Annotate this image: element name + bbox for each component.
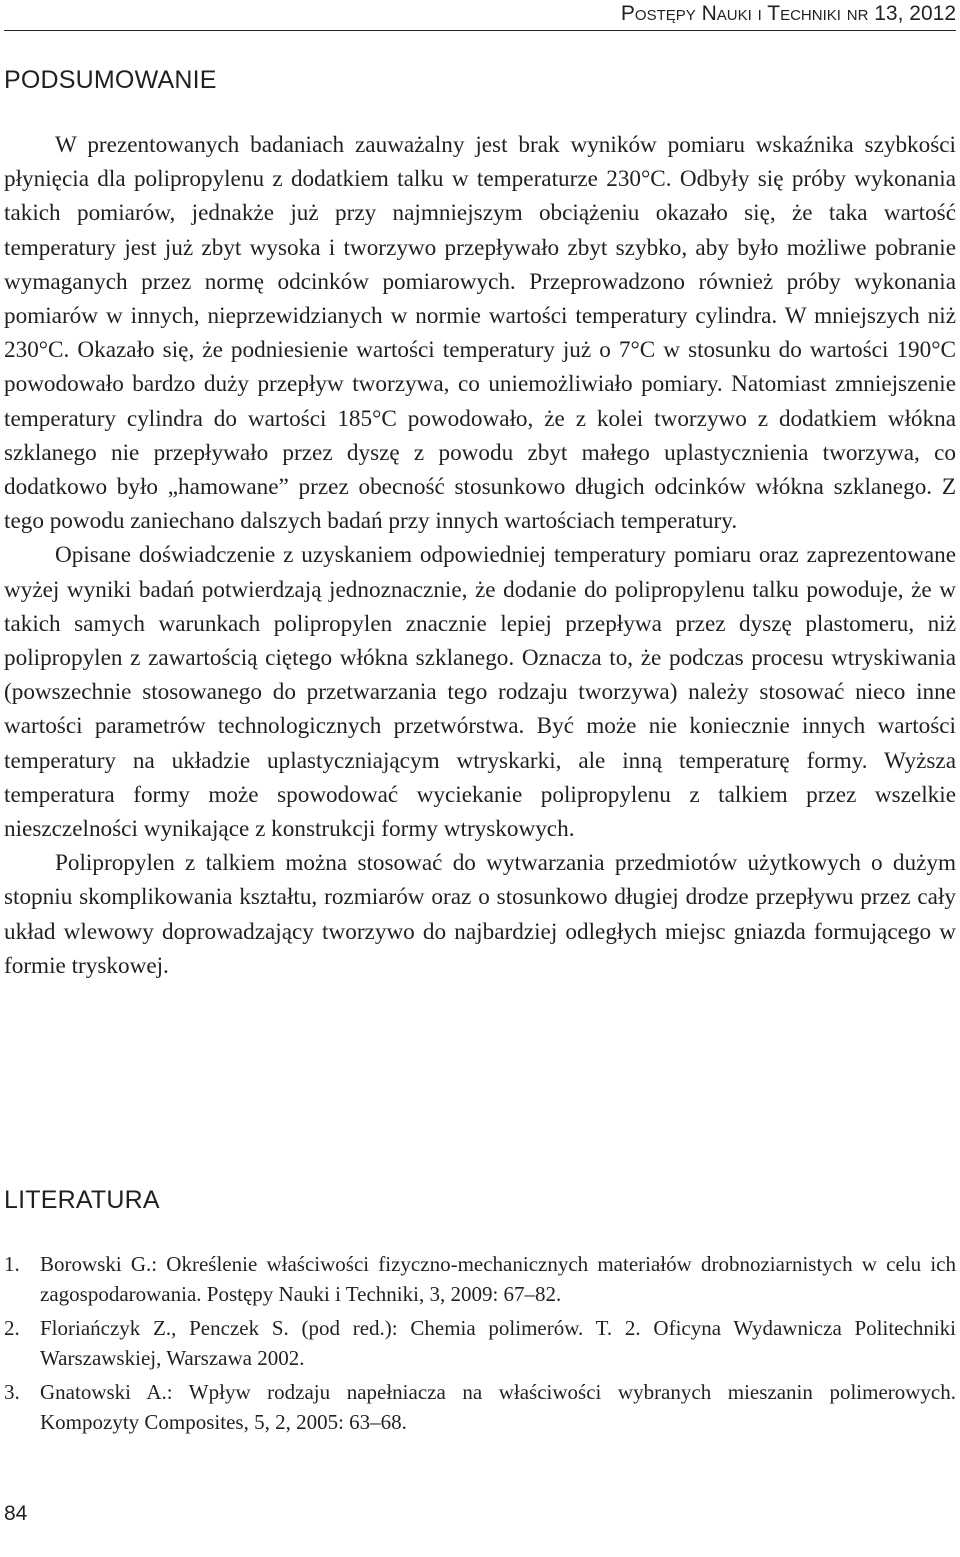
running-header: Postępy Nauki i Techniki nr 13, 2012 bbox=[620, 2, 956, 25]
reference-text: Borowski G.: Określenie właściwości fizyczno-mechanicznych materiałów drobnoziarnistych w celu ich zagospodarowania. Postępy Nauki i Techniki, 3, 2009: 67–82. bbox=[40, 1252, 956, 1306]
summary-paragraph-2: Opisane doświadczenie z uzyskaniem odpowiedniej temperatury pomiaru oraz zaprezentowane wyżej wyniki badań potwierdzają jednoznacznie, że dodanie do polipropylenu talku powoduje, że w takich samych warunkach polipropylen znacznie lepiej przepływa przez dyszę plastomeru, niż polipropylen z zawartością ciętego włókna szklanego. Oznacza to, że podczas procesu wtryskiwania (powszechnie stosowanego do przetwarzania tego rodzaju tworzywa) należy stosować nieco inne wartości parametrów technologicznych przetwórstwa. Być może nie koniecznie innych wartości temperatury na układzie uplastyczniającym wtryskarki, ale inną temperaturę formy. Wyższa temperatura formy może spowodować wyciekanie polipropylenu z talkiem przez wszelkie nieszczelności wynikające z konstrukcji formy wtryskowych. bbox=[4, 542, 956, 843]
reference-list bbox=[4, 1250, 956, 1442]
summary-body bbox=[4, 128, 956, 983]
reference-item bbox=[4, 1314, 956, 1373]
reference-number: 3. bbox=[4, 1380, 20, 1404]
reference-text: Gnatowski A.: Wpływ rodzaju napełniacza na właściwości wybranych mieszanin polimerowych. Kompozyty Composites, 5, 2, 2005: 63–68. bbox=[40, 1380, 956, 1434]
summary-paragraph-3: Polipropylen z talkiem można stosować do wytwarzania przedmiotów użytkowych o dużym stopniu skomplikowania kształtu, rozmiarów oraz o stosunkowo długiej drodze przepływu przez cały układ wlewowy doprowadzający tworzywo do najbardziej odległych miejsc gniazda formującego w formie tryskowej. bbox=[4, 850, 956, 979]
reference-text: Floriańczyk Z., Penczek S. (pod red.): Chemia polimerów. T. 2. Oficyna Wydawnicza Politechniki Warszawskiej, Warszawa 2002. bbox=[40, 1316, 956, 1370]
header-rule bbox=[4, 30, 956, 31]
reference-number: 2. bbox=[4, 1316, 20, 1340]
literature-heading: LITERATURA bbox=[4, 1186, 160, 1214]
summary-heading: PODSUMOWANIE bbox=[4, 66, 217, 94]
page-number: 84 bbox=[4, 1502, 28, 1525]
reference-item bbox=[4, 1250, 956, 1309]
reference-number: 1. bbox=[4, 1252, 20, 1276]
summary-paragraph-1: W prezentowanych badaniach zauważalny jest brak wyników pomiaru wskaźnika szybkości płynięcia dla polipropylenu z dodatkiem talku w temperaturze 230°C. Odbyły się próby wykonania takich pomiarów, jednakże już przy najmniejszym obciążeniu okazało się, że taka wartość temperatury jest już zbyt wysoka i tworzywo przepływało zbyt szybko, aby było możliwe pobranie wymaganych przez normę odcinków pomiarowych. Przeprowadzono również próby wykonania pomiarów w innych, nieprzewidzianych w normie wartości temperatury cylindra. W mniejszych niż 230°C. Okazało się, że podniesienie wartości temperatury już o 7°C w stosunku do wartości 190°C powodowało bardzo duży przepływ tworzywa, co uniemożliwiało pomiary. Natomiast zmniejszenie temperatury cylindra do wartości 185°C powodowało, że z kolei tworzywo z dodatkiem włókna szklanego nie przepływało przez dyszę z powodu zbyt małego uplastycznienia tworzywa, co dodatkowo było „hamowane” przez obecność stosunkowo długich odcinków włókna szklanego. Z tego powodu zaniechano dalszych badań przy innych wartościach temperatury. bbox=[4, 132, 956, 535]
reference-item bbox=[4, 1378, 956, 1437]
